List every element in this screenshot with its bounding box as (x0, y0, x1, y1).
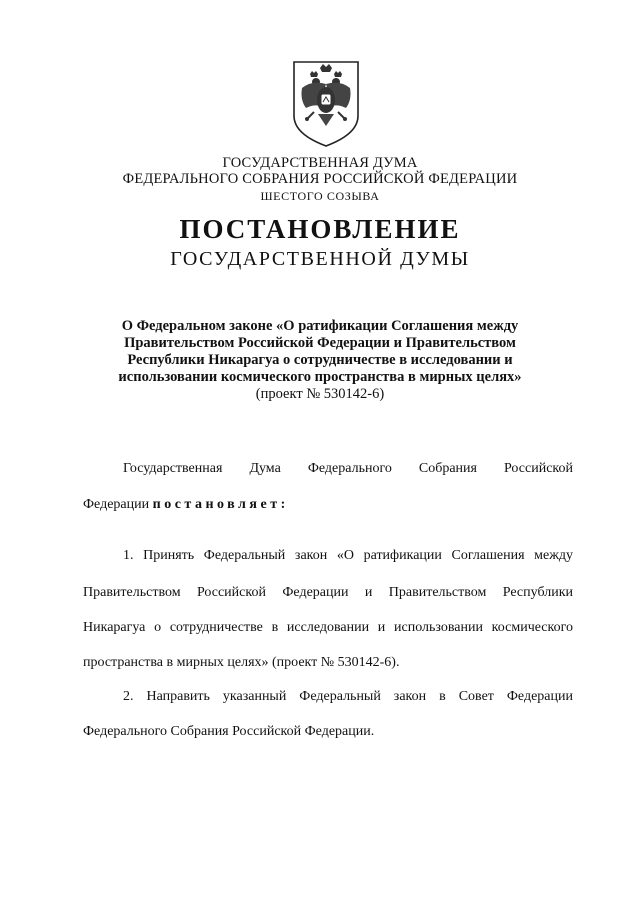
subject-line: Правительством Российской Федерации и Правительством (124, 335, 516, 351)
convocation: ШЕСТОГО СОЗЫВА (260, 189, 380, 203)
preamble-line (83, 497, 573, 513)
preamble-text: Федерации (83, 497, 153, 512)
preamble-line: Государственная Дума Федерального Собрания Российской (123, 461, 573, 476)
paragraph-line: Правительством Российской Федерации и Правительством Республики (83, 585, 573, 600)
paragraph-line: Никарагуа о сотрудничестве в исследовании и использовании космического (83, 620, 573, 635)
paragraph-line: 1. Принять Федеральный закон «О ратификации Соглашения между (123, 548, 573, 563)
subject-line: Республики Никарагуа о сотрудничестве в исследовании и (127, 352, 513, 368)
paragraph-line: пространства в мирных целях» (проект № 530142-6). (83, 655, 400, 670)
russian-coat-of-arms-icon (290, 58, 362, 150)
organization-parent: ФЕДЕРАЛЬНОГО СОБРАНИЯ РОССИЙСКОЙ ФЕДЕРАЦИИ (122, 171, 518, 187)
document-subject (100, 318, 540, 403)
paragraph-line: Федерального Собрания Российской Федерации. (83, 724, 375, 739)
subject-line: О Федеральном законе «О ратификации Соглашения между (121, 318, 519, 334)
document-issuer-title: ГОСУДАРСТВЕННОЙ ДУМЫ (170, 248, 470, 270)
organization-name: ГОСУДАРСТВЕННАЯ ДУМА (222, 155, 418, 171)
project-number: (проект № 530142-6) (255, 386, 385, 402)
decree-word: постановляет: (152, 497, 289, 512)
document-type-title: ПОСТАНОВЛЕНИЕ (179, 214, 461, 244)
subject-line: использовании космического пространства в мирных целях» (118, 369, 522, 385)
paragraph-line: 2. Направить указанный Федеральный закон в Совет Федерации (123, 689, 573, 704)
